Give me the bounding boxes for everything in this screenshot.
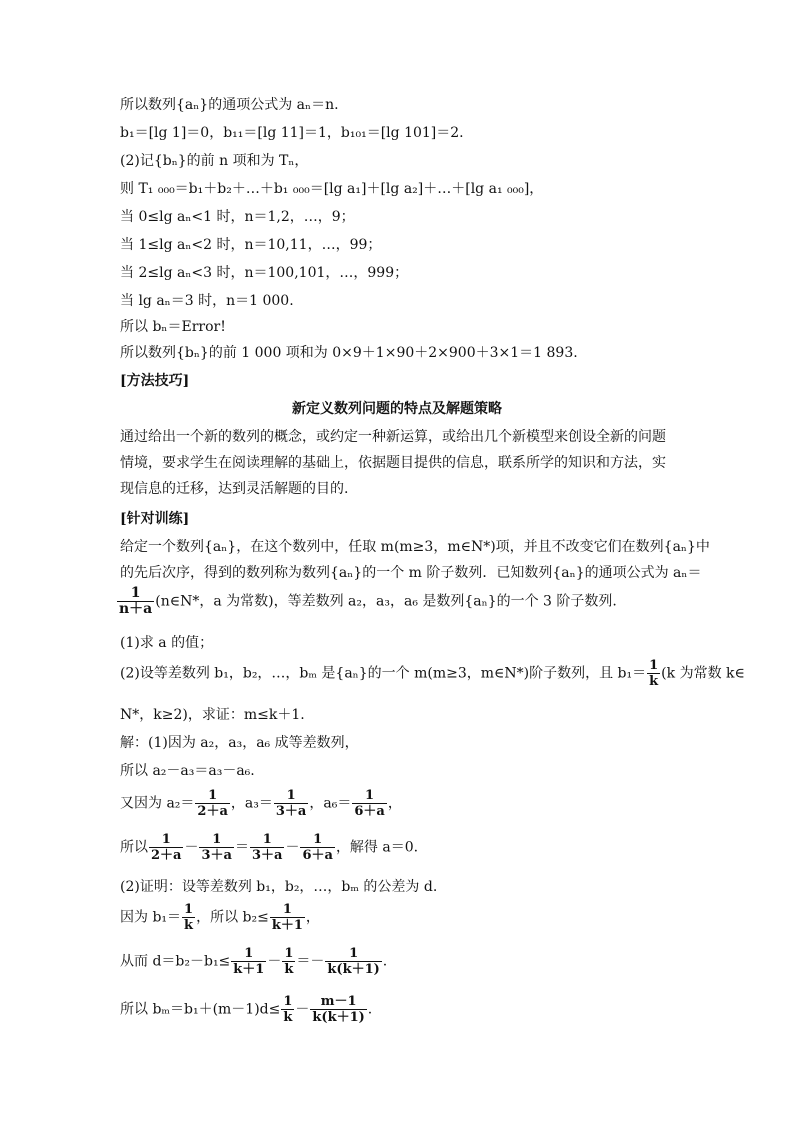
text-line: N*，k≥2)，求证：m≤k＋1. <box>120 707 305 723</box>
text-line-with-fraction: 从而 d＝b₂－b₁≤ $\frac{1}{k+1}$ － $\frac{1}{k}$ ＝－ $\frac{1}{k(k+1)}$ . <box>120 946 388 977</box>
text-line: 情境，要求学生在阅读理解的基础上，依据题目提供的信息，联系所学的知识和方法，实 <box>120 455 666 471</box>
text-line: 现信息的迁移，达到灵活解题的目的. <box>120 481 349 497</box>
text-line: 则 T₁ ₀₀₀＝b₁＋b₂＋…＋b₁ ₀₀₀＝[lg a₁]＋[lg a₂]＋…＋[lg a₁ ₀₀₀]， <box>120 181 544 197</box>
fraction: $\frac{1}{k}$ <box>284 946 294 977</box>
fraction: $\frac{1}{k(k+1)}$ <box>327 946 380 977</box>
fraction: $\frac{1}{k+1}$ <box>271 902 303 933</box>
text-line: 解：(1)因为 a₂，a₃，a₆ 成等差数列， <box>120 735 359 751</box>
text-line-with-fraction: 因为 b₁＝ $\frac{1}{k}$ ，所以 b₂≤ $\frac{1}{k+1}$ ， <box>120 902 320 933</box>
fraction: $\frac{1}{2+a}$ <box>197 788 228 819</box>
text-line: (2)记{bₙ}的前 n 项和为 Tₙ， <box>120 153 309 169</box>
text-line-with-fraction: 所以 $\frac{1}{2+a}$ － $\frac{1}{3+a}$ ＝ $\frac{1}{3+a}$ － $\frac{1}{6+a}$ ，解得 a＝0. <box>120 832 419 863</box>
text-line: 当 2≤lg aₙ<3 时，n＝100,101，…，999； <box>120 265 409 281</box>
fraction: $\frac{1}{n+a}$ <box>119 585 153 617</box>
text-line: 所以数列{aₙ}的通项公式为 aₙ＝n. <box>120 97 339 113</box>
text-line: 当 1≤lg aₙ<2 时，n＝10,11，…，99； <box>120 237 382 253</box>
text-line-with-fraction: $\frac{1}{n+a}$ (n∈N*，a 为常数)，等差数列 a₂，a₃，a₆ 是数列{aₙ}的一个 3 阶子数列. <box>119 585 617 617</box>
text-line: 通过给出一个新的数列的概念，或约定一种新运算，或给出几个新模型来创设全新的问题 <box>120 429 666 445</box>
section-label: [方法技巧] <box>120 373 190 389</box>
text-line: 的先后次序，得到的数列称为数列{aₙ}的一个 m 阶子数列．已知数列{aₙ}的通项公式为 aₙ＝ <box>120 565 702 581</box>
fraction: $\frac{1}{2+a}$ <box>151 832 182 863</box>
section-heading: 新定义数列问题的特点及解题策略 <box>292 401 502 417</box>
text-line: 所以 bₙ＝Error! <box>120 319 226 335</box>
text-line: 当 0≤lg aₙ<1 时，n＝1,2，…，9； <box>120 209 355 225</box>
text-line-with-fraction: 所以 bₘ＝b₁＋(m－1)d≤ $\frac{1}{k}$ － $\frac{m-1}{k(k+1)}$ . <box>120 994 373 1025</box>
section-label: [针对训练] <box>120 511 190 527</box>
text-line: (1)求 a 的值； <box>120 635 214 651</box>
text-line: 所以 a₂－a₃＝a₃－a₆. <box>120 763 255 779</box>
text-line: (2)证明：设等差数列 b₁，b₂，…，bₘ 的公差为 d. <box>120 879 438 895</box>
text-line: b₁＝[lg 1]＝0，b₁₁＝[lg 11]＝1，b₁₀₁＝[lg 101]＝2. <box>120 125 464 141</box>
fraction: $\frac{m-1}{k(k+1)}$ <box>312 994 365 1025</box>
fraction: $\frac{1}{6+a}$ <box>302 832 333 863</box>
text-line-with-fraction: (2)设等差数列 b₁，b₂，…，bₘ 是{aₙ}的一个 m(m≥3，m∈N*)阶子数列，且 b₁＝ $\frac{1}{k}$ (k 为常数 k∈ <box>120 658 745 689</box>
fraction: $\frac{1}{k+1}$ <box>233 946 265 977</box>
fraction: $\frac{1}{3+a}$ <box>251 832 283 863</box>
fraction: $\frac{1}{k}$ <box>184 902 194 933</box>
text-line: 给定一个数列{aₙ}，在这个数列中，任取 m(m≥3，m∈N*)项，并且不改变它们在数列{aₙ}中 <box>120 539 710 555</box>
fraction: $\frac{1}{k}$ <box>649 658 659 689</box>
fraction: $\frac{1}{3+a}$ <box>275 788 307 819</box>
text-line-with-fraction: 又因为 a₂＝ $\frac{1}{2+a}$ ，a₃＝ $\frac{1}{3+a}$ ，a₆＝ $\frac{1}{6+a}$ ， <box>120 788 402 819</box>
fraction: $\frac{1}{k}$ <box>283 994 293 1025</box>
fraction: $\frac{1}{3+a}$ <box>201 832 232 863</box>
text-line: 所以数列{bₙ}的前 1 000 项和为 0×9＋1×90＋2×900＋3×1＝1 893. <box>120 345 578 361</box>
fraction: $\frac{1}{6+a}$ <box>354 788 385 819</box>
text-line: 当 lg aₙ＝3 时，n＝1 000. <box>120 293 294 309</box>
